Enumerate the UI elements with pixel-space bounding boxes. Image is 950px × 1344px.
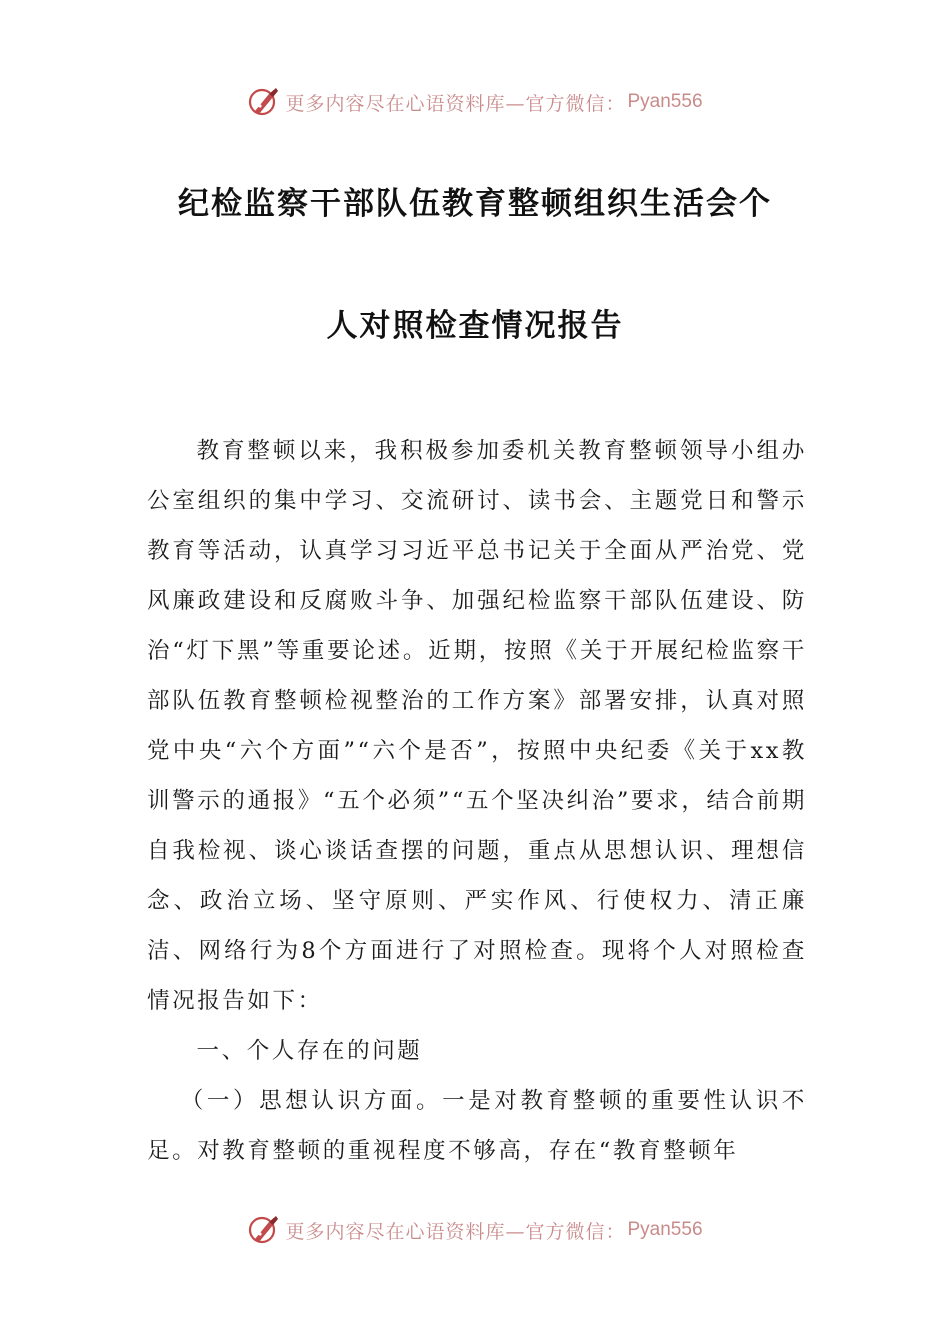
banner-text: 更多内容尽在心语资料库—官方微信： [285, 1220, 626, 1243]
banner-text: 更多内容尽在心语资料库—官方微信： [285, 92, 626, 115]
document-title-line-2: 人对照检查情况报告 [326, 308, 624, 344]
document-body [147, 426, 807, 1176]
intro-paragraph: 教育整顿以来，我积极参加委机关教育整顿领导小组办公室组织的集中学习、交流研讨、读书会、主题党日和警示教育等活动，认真学习习近平总书记关于全面从严治党、党风廉政建设和反腐败斗争、加强纪检监察干部队伍建设、防治“灯下黑”等重要论述。近期，按照《关于开展纪检监察干部队伍教育整顿检视整治的工作方案》部署安排，认真对照党中央“六个方面”“六个是否”，按照中央纪委《关于xx教训警示的通报》“五个必须”“五个坚决纠治”要求，结合前期自我检视、谈心谈话查摆的问题，重点从思想认识、理想信念、政治立场、坚守原则、严实作风、行使权力、清正廉洁、网络行为8个方面进行了对照检查。现将个人对照检查情况报告如下： [147, 438, 807, 1014]
document-title-line-1: 纪检监察干部队伍教育整顿组织生活会个 [178, 186, 772, 222]
pen-nib-logo-icon [247, 1213, 281, 1247]
pen-nib-logo-icon [247, 85, 281, 119]
footer-banner [0, 1210, 950, 1250]
section-heading: 一、个人存在的问题 [196, 1038, 423, 1064]
banner-wechat-id: Pyan556 [627, 1219, 703, 1240]
header-banner [0, 82, 950, 122]
banner-wechat-id: Pyan556 [627, 91, 703, 112]
subsection-paragraph: （一）思想认识方面。一是对教育整顿的重要性认识不足。对教育整顿的重视程度不够高，存在“教育整顿年 [147, 1088, 807, 1164]
